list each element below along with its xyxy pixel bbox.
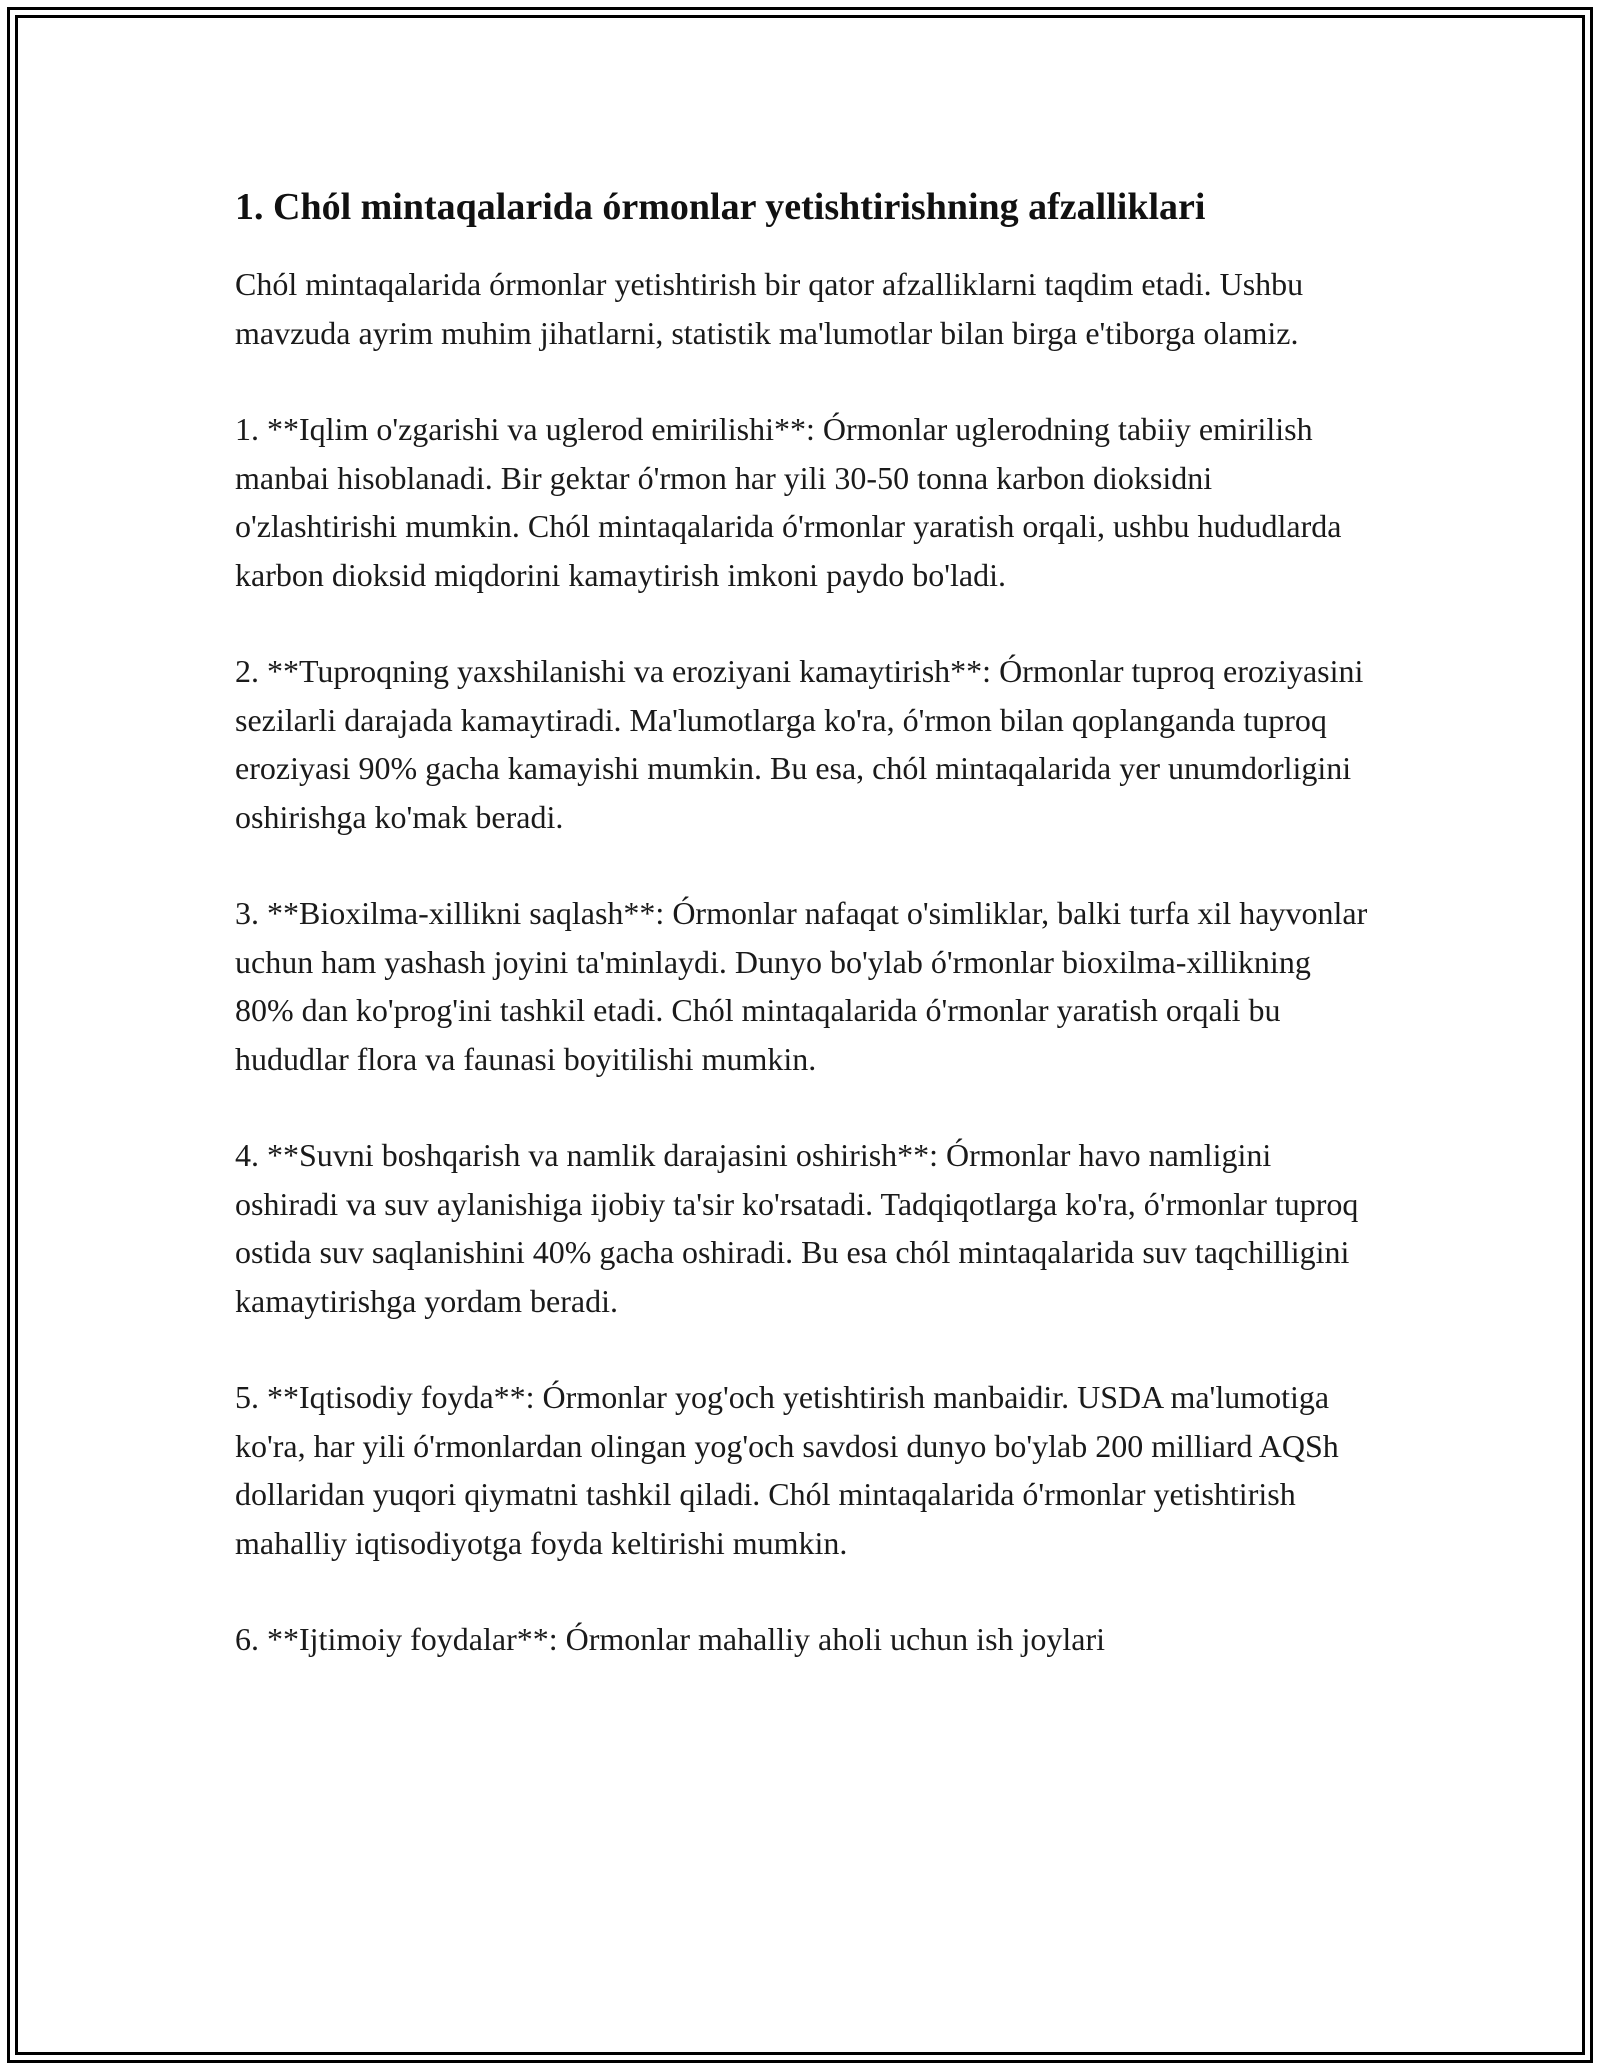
document-body xyxy=(235,183,1375,1712)
document-title: 1. Chól mintaqalarida órmonlar yetishtirishning afzalliklari xyxy=(235,186,1206,228)
paragraph-water: 4. **Suvni boshqarish va namlik darajasini oshirish**: Órmonlar havo namligini oshiradi va suv aylanishiga ijobiy ta'sir ko'rsatadi. Tadqiqotlarga ko'ra, ó'rmonlar tuproq ostida suv saqlanishini 40% gacha oshiradi. Bu esa chól mintaqalarida suv taqchilligini kamaytirishga yordam beradi. xyxy=(235,1137,1359,1319)
paragraph-climate: 1. **Iqlim o'zgarishi va uglerod emirilishi**: Órmonlar uglerodning tabiiy emirilish manbai hisoblanadi. Bir gektar ó'rmon har yili 30-50 tonna karbon dioksidni o'zlashtirishi mumkin. Chól mintaqalarida ó'rmonlar yaratish orqali, ushbu hududlarda karbon dioksid miqdorini kamaytirish imkoni paydo bo'ladi. xyxy=(235,411,1342,593)
paragraph-soil: 2. **Tuproqning yaxshilanishi va eroziyani kamaytirish**: Órmonlar tuproq eroziyasini sezilarli darajada kamaytiradi. Ma'lumotlarga ko'ra, ó'rmon bilan qoplanganda tuproq eroziyasi 90% gacha kamayishi mumkin. Bu esa, chól mintaqalarida yer unumdorligini oshirishga ko'mak beradi. xyxy=(235,653,1364,835)
paragraph-biodiversity: 3. **Bioxilma-xillikni saqlash**: Órmonlar nafaqat o'simliklar, balki turfa xil hayvonlar uchun ham yashash joyini ta'minlaydi. Dunyo bo'ylab ó'rmonlar bioxilma-xillikning 80% dan ko'prog'ini tashkil etadi. Chól mintaqalarida ó'rmonlar yaratish orqali bu hududlar flora va faunasi boyitilishi mumkin. xyxy=(235,895,1368,1077)
paragraph-social: 6. **Ijtimoiy foydalar**: Órmonlar mahalliy aholi uchun ish joylari xyxy=(235,1621,1106,1658)
intro-paragraph: Chól mintaqalarida órmonlar yetishtirish bir qator afzalliklarni taqdim etadi. Ushbu mavzuda ayrim muhim jihatlarni, statistik ma'lumotlar bilan birga e'tiborga olamiz. xyxy=(235,266,1304,351)
paragraph-economy: 5. **Iqtisodiy foyda**: Órmonlar yog'och yetishtirish manbaidir. USDA ma'lumotiga ko'ra, har yili ó'rmonlardan olingan yog'och savdosi dunyo bo'ylab 200 milliard AQSh dollaridan yuqori qiymatni tashkil qiladi. Chól mintaqalarida ó'rmonlar yetishtirish mahalliy iqtisodiyotga foyda keltirishi mumkin. xyxy=(235,1379,1339,1561)
